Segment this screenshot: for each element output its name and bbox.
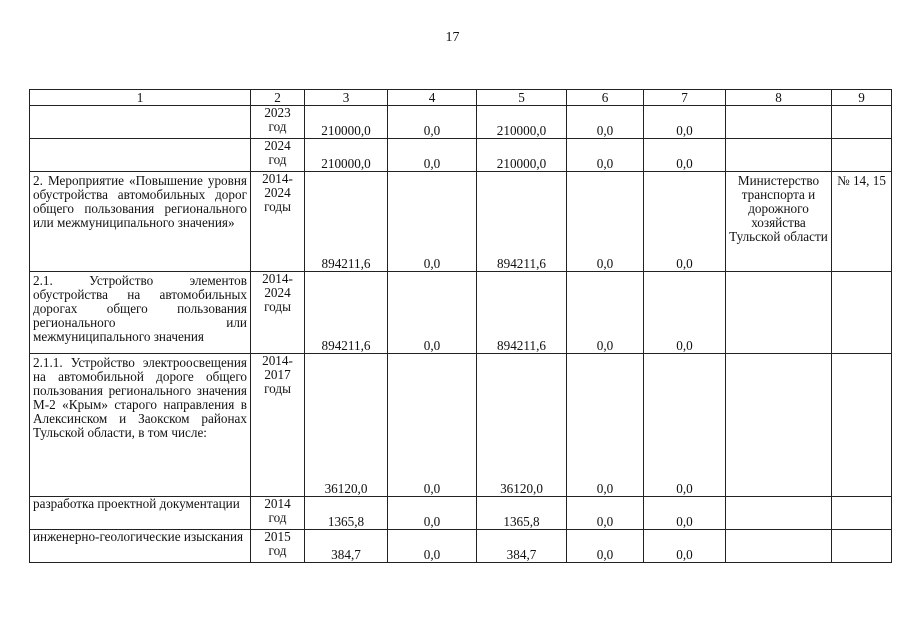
amount-total-cell: 894211,6 (305, 172, 388, 272)
amount-local-cell: 0,0 (567, 272, 644, 354)
amount-total-cell: 36120,0 (305, 354, 388, 497)
program-table (29, 89, 892, 563)
amount-federal-cell: 0,0 (388, 106, 477, 139)
amount-federal-cell: 0,0 (388, 354, 477, 497)
amount-federal-cell: 0,0 (388, 139, 477, 172)
amount-other-cell: 0,0 (644, 354, 726, 497)
table-row (30, 272, 892, 354)
activity-name-cell: 2.1.1. Устройство электроосвещения на автомобильной дороге общего пользования регионального значения М-2 «Крым» старого направления в Алексинском и Заокском районах Тульской области, в том числе: (30, 354, 251, 497)
amount-other-cell: 0,0 (644, 139, 726, 172)
header-cell: 4 (388, 90, 477, 106)
amount-local-cell: 0,0 (567, 106, 644, 139)
reference-cell (832, 354, 892, 497)
amount-other-cell: 0,0 (644, 497, 726, 530)
header-cell: 5 (477, 90, 567, 106)
responsible-cell (726, 106, 832, 139)
reference-cell (832, 139, 892, 172)
activity-name-cell: разработка проектной документации (30, 497, 251, 530)
amount-local-cell: 0,0 (567, 497, 644, 530)
amount-local-cell: 0,0 (567, 172, 644, 272)
amount-federal-cell: 0,0 (388, 530, 477, 563)
period-cell: 2024 год (251, 139, 305, 172)
activity-name-cell: 2.1. Устройство элементов обустройства на автомобильных дорогах общего пользования регионального или межмуниципального значения (30, 272, 251, 354)
period-cell: 2015 год (251, 530, 305, 563)
amount-regional-cell: 210000,0 (477, 139, 567, 172)
responsible-cell (726, 354, 832, 497)
header-cell: 2 (251, 90, 305, 106)
responsible-cell (726, 497, 832, 530)
reference-cell (832, 272, 892, 354)
amount-total-cell: 1365,8 (305, 497, 388, 530)
amount-other-cell: 0,0 (644, 172, 726, 272)
header-cell: 7 (644, 90, 726, 106)
amount-local-cell: 0,0 (567, 354, 644, 497)
period-cell: 2014 год (251, 497, 305, 530)
amount-total-cell: 210000,0 (305, 139, 388, 172)
responsible-cell (726, 139, 832, 172)
amount-federal-cell: 0,0 (388, 272, 477, 354)
amount-total-cell: 894211,6 (305, 272, 388, 354)
activity-name-cell: 2. Мероприятие «Повышение уровня обустройства автомобильных дорог общего пользования регионального или межмуниципального значения» (30, 172, 251, 272)
reference-cell (832, 106, 892, 139)
reference-cell (832, 530, 892, 563)
header-cell: 9 (832, 90, 892, 106)
period-cell: 2014-2024 годы (251, 172, 305, 272)
amount-regional-cell: 894211,6 (477, 172, 567, 272)
amount-regional-cell: 36120,0 (477, 354, 567, 497)
activity-name-cell (30, 139, 251, 172)
amount-total-cell: 384,7 (305, 530, 388, 563)
table-row (30, 139, 892, 172)
amount-regional-cell: 210000,0 (477, 106, 567, 139)
header-cell: 1 (30, 90, 251, 106)
reference-cell: № 14, 15 (832, 172, 892, 272)
amount-total-cell: 210000,0 (305, 106, 388, 139)
table-row (30, 106, 892, 139)
table-row (30, 497, 892, 530)
amount-federal-cell: 0,0 (388, 172, 477, 272)
amount-regional-cell: 1365,8 (477, 497, 567, 530)
amount-regional-cell: 894211,6 (477, 272, 567, 354)
table-row (30, 172, 892, 272)
amount-local-cell: 0,0 (567, 139, 644, 172)
period-cell: 2023 год (251, 106, 305, 139)
amount-federal-cell: 0,0 (388, 497, 477, 530)
period-cell: 2014-2024 годы (251, 272, 305, 354)
header-cell: 3 (305, 90, 388, 106)
amount-local-cell: 0,0 (567, 530, 644, 563)
header-cell: 6 (567, 90, 644, 106)
amount-other-cell: 0,0 (644, 272, 726, 354)
responsible-cell: Министерство транспорта и дорожного хозяйства Тульской области (726, 172, 832, 272)
table-row (30, 354, 892, 497)
period-cell: 2014-2017 годы (251, 354, 305, 497)
reference-cell (832, 497, 892, 530)
responsible-cell (726, 272, 832, 354)
amount-other-cell: 0,0 (644, 106, 726, 139)
page-number: 17 (445, 30, 460, 45)
header-cell: 8 (726, 90, 832, 106)
amount-regional-cell: 384,7 (477, 530, 567, 563)
table-row (30, 530, 892, 563)
responsible-cell (726, 530, 832, 563)
amount-other-cell: 0,0 (644, 530, 726, 563)
table-header-row (30, 90, 892, 106)
activity-name-cell: инженерно-геологические изыскания (30, 530, 251, 563)
activity-name-cell (30, 106, 251, 139)
